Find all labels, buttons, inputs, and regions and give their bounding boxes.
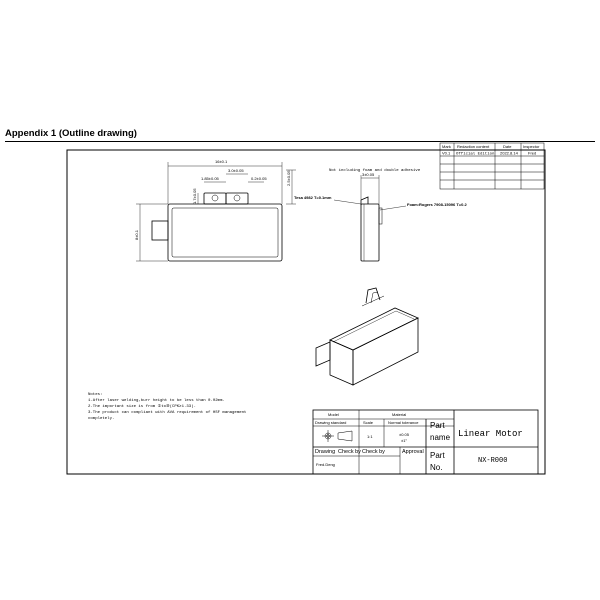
title-model-label: Model <box>328 412 339 417</box>
dim-height-total: 8±0.1 <box>134 230 139 240</box>
dim-side-thickness: 3±0.05 <box>362 172 375 177</box>
callout-tesa: Tesa 4982 T=0.1mm <box>294 195 332 200</box>
rev-header-inspector: Inspector <box>523 144 540 149</box>
rev-header-mark: Mark <box>442 144 451 149</box>
title-drawer-name: Fred.Deng <box>316 462 335 467</box>
dim-left-offset: 1.85±0.05 <box>201 176 219 181</box>
title-scale-label: Scale <box>363 420 374 425</box>
rev-inspector: Fred <box>528 150 537 156</box>
title-material-label: Material <box>392 412 407 417</box>
dim-tab-height: 1.7±0.05 <box>192 188 197 204</box>
dim-width-total: 16±0.1 <box>215 159 228 164</box>
title-part-no-label-2: No. <box>430 463 443 472</box>
appendix-heading: Appendix 1 (Outline drawing) <box>5 128 137 139</box>
projection-symbol <box>322 430 352 442</box>
rev-mark: V0.1 <box>442 150 451 156</box>
title-drawing-standard-label: Drawing standard <box>315 420 347 425</box>
dim-side-height: 2.5±0.05 <box>286 170 291 186</box>
side-view-note: Not including foam and double adhesive <box>329 169 421 173</box>
title-part-name-value: Linear Motor <box>458 429 523 439</box>
dim-right-offset: 0.2±0.05 <box>251 176 267 181</box>
title-part-name-label-1: Part <box>430 421 445 430</box>
title-part-no-value: NX-R000 <box>478 457 508 465</box>
front-view <box>152 193 282 261</box>
rev-content: Official Edition <box>456 152 495 157</box>
dim-slot-width: 3.0±0.05 <box>228 168 244 173</box>
note-line-1: 1.After laser welding,burr height to be less than 0.02mm. <box>88 399 225 403</box>
title-approval-label: Approval <box>402 449 424 455</box>
title-part-name-label-2: name <box>430 433 451 442</box>
title-part-no-label-1: Part <box>430 451 445 460</box>
rev-header-date: Date <box>503 144 512 149</box>
title-check-label: Check by <box>338 449 361 455</box>
note-line-3a: 3.The product can compliant with AVA requirement of HSF management <box>88 411 247 415</box>
callout-foam: Foam:Rogers 7908-15096 T=0.2 <box>407 202 467 207</box>
note-line-2: 2.The important size is from ①to⑩(CPK≥1.33). <box>88 405 196 409</box>
note-line-3b: completely. <box>88 417 115 421</box>
isometric-view <box>316 288 418 385</box>
title-tolerance-linear: ±0.05 <box>399 432 409 437</box>
notes-title: Notes: <box>88 393 103 397</box>
title-drawing-label: Drawing <box>315 449 336 455</box>
rev-date: 2022.8.14 <box>500 150 518 156</box>
rev-header-content: Redaction content <box>457 144 490 149</box>
title-tolerance-angle: ±1° <box>401 438 408 443</box>
side-view <box>361 197 382 261</box>
title-tolerance-label: Normal tolerance <box>388 420 419 425</box>
title-check-by-label: Check by <box>362 449 385 455</box>
title-scale-value: 1:1 <box>367 434 373 439</box>
